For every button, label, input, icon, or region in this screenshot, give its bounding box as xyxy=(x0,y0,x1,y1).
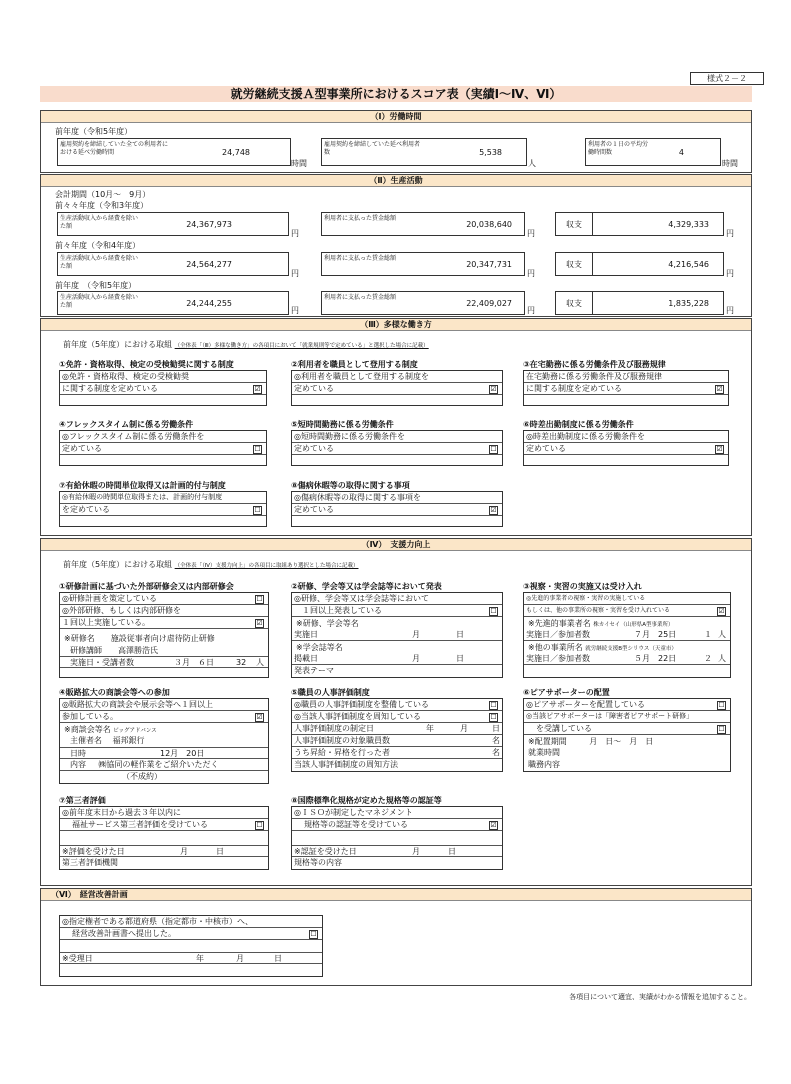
date-label: 実施日 xyxy=(294,630,318,639)
year-label: 前々々年度（令和3年度） xyxy=(55,201,149,210)
item-text: を定めている xyxy=(62,505,110,514)
day-unit: 日 xyxy=(274,954,282,963)
balance-cell xyxy=(592,212,724,236)
item-line xyxy=(292,504,502,516)
wages-cell xyxy=(321,212,525,236)
avg-hours-label: 利用者の１日の平均労働時間数 xyxy=(588,141,649,156)
date-value: ５月 22日 xyxy=(634,654,677,663)
item-line xyxy=(292,699,502,711)
net-income-value: 24,244,255 xyxy=(186,298,232,308)
unit: 円 xyxy=(527,269,535,278)
provider-value: 就労継続支援B型シリウス（天童市） xyxy=(585,646,677,652)
date-label: 実施日／参加者数 xyxy=(526,654,590,663)
item-line xyxy=(292,845,502,857)
item-line xyxy=(524,605,730,617)
item-line xyxy=(60,504,266,516)
item-text: 定めている xyxy=(294,505,334,514)
checkbox[interactable]: ☐ xyxy=(254,506,261,514)
provider-value: 株カイセイ（山形県A型事業所） xyxy=(593,622,674,628)
item-line: ◎時差出勤制度に係る労働条件を xyxy=(524,431,728,443)
item-line xyxy=(292,629,502,641)
item-text: ◎当該人事評価制度を周知している xyxy=(294,712,421,721)
item-text: １回以上実施している。 xyxy=(62,618,150,627)
item-box xyxy=(59,698,269,784)
section-support-capacity xyxy=(40,538,752,886)
item-text: ◎研修計画を策定している xyxy=(62,594,157,603)
wages-cell xyxy=(321,252,525,276)
item-line xyxy=(292,653,502,665)
date-value: 12月 20日 xyxy=(160,749,205,758)
staff-label: 人事評価制度の対象職員数 xyxy=(294,736,390,745)
date-label: 実施日・受講者数 xyxy=(70,658,134,667)
balance-label-cell xyxy=(555,291,593,315)
item-line: 規格等の内容 xyxy=(294,858,342,867)
item-text: 参加している。 xyxy=(62,712,118,721)
avg-hours-cell xyxy=(585,138,721,166)
intro-label xyxy=(63,339,429,350)
item-line xyxy=(292,735,502,747)
total-hours-cell xyxy=(57,138,291,166)
checkbox[interactable]: ☑ xyxy=(256,619,263,627)
item-line: ◎有給休暇の時間単位取得または、計画的付与制度 xyxy=(60,492,266,504)
unit: 円 xyxy=(726,229,734,238)
unit: 円 xyxy=(291,269,299,278)
checkbox[interactable]: ☐ xyxy=(490,607,497,615)
checkbox[interactable]: ☐ xyxy=(490,701,497,709)
month-unit: 月 xyxy=(412,630,420,639)
checkbox[interactable]: ☐ xyxy=(490,713,497,721)
promoted-label: うち昇給・昇格を行った者 xyxy=(294,748,390,757)
item-box xyxy=(59,592,269,678)
organizer-label: 主催者名 xyxy=(70,736,102,745)
balance-label: 収支 xyxy=(566,259,582,269)
item-line xyxy=(524,383,728,395)
item-line xyxy=(60,759,268,771)
balance-label: 収支 xyxy=(566,298,582,308)
checkbox[interactable]: ☐ xyxy=(718,725,725,733)
item-box xyxy=(523,370,729,406)
item-line: ◎フレックスタイム制に係る労働条件を xyxy=(60,431,266,443)
item-text: 定めている xyxy=(294,444,334,453)
organizer-value: 福邦銀行 xyxy=(112,736,145,745)
balance-value: 4,216,546 xyxy=(668,259,709,269)
item-line: 発表テーマ xyxy=(294,666,334,675)
item-line xyxy=(60,593,268,605)
wages-value: 22,409,027 xyxy=(466,298,512,308)
item-box xyxy=(523,430,729,466)
item-text: 経営改善計画書へ提出した。 xyxy=(72,929,176,938)
month-unit: 月 xyxy=(180,847,188,856)
job-duties: 職務内容 xyxy=(528,760,560,769)
balance-label: 収支 xyxy=(566,219,582,229)
item-title: ⑤職員の人事評価制度 xyxy=(291,688,370,697)
item-box xyxy=(291,491,503,527)
section-head: （Ⅲ）多様な働き方 xyxy=(41,319,751,331)
item-title: ③視察・実習の実施又は受け入れ xyxy=(523,582,642,591)
day-unit: 日 xyxy=(448,847,456,856)
item-text: ◎職員の人事評価制度を整備している xyxy=(294,700,429,709)
item-title: ③在宅勤務に係る労働条件及び服務規律 xyxy=(523,360,666,369)
item-box xyxy=(291,806,503,870)
total-users-cell xyxy=(321,138,527,166)
checkbox[interactable]: ☑ xyxy=(490,385,497,393)
item-line xyxy=(292,605,502,617)
item-title: ①研修計画に基づいた外部研修会又は内部研修会 xyxy=(59,582,234,591)
receipt-label: ※受理日 xyxy=(62,954,93,963)
day-unit: 日 xyxy=(456,654,464,663)
item-line: 第三者評価機関 xyxy=(62,858,118,867)
day-unit: 日 xyxy=(456,630,464,639)
item-line: ◎当該ピアサポーターは「障害者ピアサポート研修」 xyxy=(524,711,730,723)
unit: 円 xyxy=(291,229,299,238)
item-title: ①免許・資格取得、検定の受検勧奨に関する制度 xyxy=(59,360,234,369)
period-value: 月 日～ 月 日 xyxy=(589,737,654,746)
item-line xyxy=(60,747,268,759)
checkbox[interactable]: ☑ xyxy=(490,506,497,514)
unit: 時間 xyxy=(291,159,307,168)
item-line: 在宅勤務に係る労働条件及び服務規律 xyxy=(524,371,728,383)
total-hours-label: 雇用契約を締結していた全ての利用者における延べ労働時間 xyxy=(60,141,169,156)
checkbox[interactable]: ☑ xyxy=(716,445,723,453)
balance-value: 4,329,333 xyxy=(668,219,709,229)
item-text: 定めている xyxy=(526,444,566,453)
item-line xyxy=(60,845,268,857)
checkbox[interactable]: ☐ xyxy=(310,930,317,938)
item-title: ⑥ピアサポーターの配置 xyxy=(523,688,610,697)
net-income-label: 生産活動収入から経費を除いた額 xyxy=(60,215,139,230)
count-unit: 人 xyxy=(718,654,726,663)
count-value: 32 xyxy=(236,658,247,667)
unit: 円 xyxy=(726,269,734,278)
assignment-period xyxy=(524,736,730,747)
item-line xyxy=(60,928,322,940)
balance-label-cell xyxy=(555,252,593,276)
unit: 円 xyxy=(726,306,734,315)
year-label: 前々年度（令和4年度） xyxy=(55,241,141,250)
day-unit: 日 xyxy=(216,847,224,856)
event-value: ビッグアドバンス xyxy=(113,728,157,734)
net-income-value: 24,564,277 xyxy=(186,259,232,269)
item-line xyxy=(292,747,502,759)
count-unit: 人 xyxy=(718,630,726,639)
net-income-cell xyxy=(57,252,289,276)
checkbox[interactable]: ☑ xyxy=(256,713,263,721)
item-line xyxy=(60,656,268,668)
section-head: （Ⅵ） 経営改善計画 xyxy=(41,889,751,901)
date-label: 掲載日 xyxy=(294,654,318,663)
item-text: に関する制度を定めている xyxy=(526,384,622,393)
item-line: ◎研修、学会等又は学会誌等において xyxy=(292,593,502,605)
item-box xyxy=(59,430,267,466)
item-line: ◎販路拡大の商談会や展示会等へ１回以上 xyxy=(60,699,268,711)
item-box xyxy=(59,370,267,406)
intro-text: 前年度（5年度）における取組 xyxy=(63,560,173,569)
year-label: 前年度 （令和5年度） xyxy=(55,281,137,290)
item-title: ②利用者を職員として登用する制度 xyxy=(291,360,418,369)
item-box xyxy=(523,592,731,678)
item-line: ◎傷病休暇等の取得に関する事項を xyxy=(292,492,502,504)
date-label: 日時 xyxy=(70,749,86,758)
wages-label: 利用者に支払った賃金総額 xyxy=(324,294,397,301)
item-line: ◎先進的事業者の視察・実習の実施している xyxy=(524,593,730,605)
item-text: を受講している xyxy=(536,724,592,733)
checkbox[interactable]: ☐ xyxy=(718,701,725,709)
item-text: 定めている xyxy=(294,384,334,393)
event-label: ※商談会等名 xyxy=(64,725,111,734)
net-income-label: 生産活動収入から経費を除いた額 xyxy=(60,255,139,270)
date-label: ※評価を受けた日 xyxy=(62,847,125,856)
item-box xyxy=(291,370,503,406)
unit: 時間 xyxy=(722,159,738,168)
conference-name: ※研修、学会等名 xyxy=(296,619,359,628)
footer-note: 各項目について適宜、実績がわかる情報を追加すること。 xyxy=(569,993,751,1001)
year-label: 前年度（令和5年度） xyxy=(55,127,133,136)
unit: 円 xyxy=(527,229,535,238)
intro-label xyxy=(63,559,358,570)
provider-label: ※先進的事業者名 xyxy=(528,619,591,628)
item-title: ②研修、学会等又は学会誌等において発表 xyxy=(291,582,442,591)
checkbox[interactable]: ☐ xyxy=(490,445,497,453)
item-line: ◎免許・資格取得、検定の受検勧奨 xyxy=(60,371,266,383)
count-unit: 人 xyxy=(256,658,264,667)
item-title: ⑦第三者評価 xyxy=(59,796,106,805)
item-line: ◎短時間勤務に係る労働条件を xyxy=(292,431,502,443)
item-line xyxy=(292,443,502,455)
count-value: ２ xyxy=(704,654,712,663)
item-title: ⑧国際標準化規格が定めた規格等の認証等 xyxy=(291,796,442,805)
intro-text: 前年度（5年度）における取組 xyxy=(63,340,173,349)
item-box xyxy=(291,698,503,772)
item-box xyxy=(523,698,731,772)
item-text: に関する制度を定めている xyxy=(62,384,158,393)
item-box xyxy=(291,430,503,466)
year-unit: 年 xyxy=(426,724,434,733)
avg-hours-value: 4 xyxy=(678,147,684,157)
item-text: 福祉サービス第三者評価を受けている xyxy=(72,820,208,829)
total-users-label: 雇用契約を締結していた延べ利用者数 xyxy=(324,141,421,156)
organizer xyxy=(60,735,268,746)
wages-label: 利用者に支払った賃金総額 xyxy=(324,255,397,262)
item-line xyxy=(292,383,502,395)
balance-label-cell xyxy=(555,212,593,236)
item-line xyxy=(60,711,268,723)
date-label: ※認証を受けた日 xyxy=(294,847,357,856)
date-label: 人事評価制度の制定日 xyxy=(294,724,374,733)
promoted-unit: 名 xyxy=(492,748,500,757)
balance-cell xyxy=(592,291,724,315)
content-value: ㈱協同の軽作業をご紹介いただく xyxy=(98,760,219,769)
item-title: ⑦有給休暇の時間単位取得又は計画的付与制度 xyxy=(59,481,226,490)
unit: 人 xyxy=(528,159,536,168)
item-box xyxy=(59,491,267,527)
checkbox[interactable]: ☑ xyxy=(718,607,725,615)
item-line xyxy=(60,443,266,455)
item-line xyxy=(524,443,728,455)
intro-note: （全体表「（Ⅳ）支援力向上」の各項目に取組あり選択とした場合に記載） xyxy=(174,563,359,569)
day-unit: 日 xyxy=(492,724,500,733)
item-title: ④販路拡大の商談会等への参加 xyxy=(59,688,170,697)
date-label: 実施日／参加者数 xyxy=(526,630,590,639)
item-text: 定めている xyxy=(62,444,102,453)
item-line xyxy=(60,617,268,629)
intro-note: （全体表「（Ⅲ）多様な働き方」の各項目において「就業規則等で定めている」と選択した場合に記載） xyxy=(174,343,429,349)
month-unit: 月 xyxy=(412,654,420,663)
item-line: ◎外部研修、もしくは内部研修を xyxy=(60,605,268,617)
item-title: ⑤短時間勤務に係る労働条件 xyxy=(291,420,394,429)
item-line xyxy=(524,653,730,665)
item-box xyxy=(59,806,269,870)
working-hours: 就業時間 xyxy=(528,748,560,757)
month-unit: 月 xyxy=(460,724,468,733)
net-income-cell xyxy=(57,212,289,236)
item-text: １回以上発表している xyxy=(302,606,382,615)
item-line: ◎ＩＳＯが制定したマネジメント xyxy=(292,807,502,819)
checkbox[interactable]: ☑ xyxy=(490,821,497,829)
content-label: 内容 xyxy=(70,760,86,769)
count-value: １ xyxy=(704,630,712,639)
net-income-label: 生産活動収入から経費を除いた額 xyxy=(60,294,139,309)
date-value: ７月 25日 xyxy=(634,630,677,639)
item-line xyxy=(292,711,502,723)
net-income-cell xyxy=(57,291,289,315)
journal-name: ※学会誌等名 xyxy=(296,643,343,652)
item-line xyxy=(292,723,502,735)
item-line xyxy=(524,699,730,711)
form-number: 様式２－２ xyxy=(690,72,764,85)
section-diverse-work xyxy=(40,318,752,536)
period-label: 会計期間（10月～ 9月） xyxy=(55,190,151,199)
item-line: ◎前年度末日から過去３年以内に xyxy=(60,807,268,819)
unit: 円 xyxy=(527,306,535,315)
training-lecturer: 研修講師 高澤勝浩氏 xyxy=(70,646,158,655)
total-users-value: 5,538 xyxy=(479,147,502,157)
item-line: ◎利用者を職員として登用する制度を xyxy=(292,371,502,383)
month-unit: 月 xyxy=(412,847,420,856)
item-line xyxy=(292,819,502,831)
item-line xyxy=(60,952,322,964)
page-title: 就労継続支援Ａ型事業所におけるスコア表（実績Ⅰ～Ⅳ、Ⅵ） xyxy=(40,86,752,102)
item-title: ⑥時差出勤制度に係る労働条件 xyxy=(523,420,634,429)
total-hours-value: 24,748 xyxy=(222,147,250,157)
balance-value: 1,835,228 xyxy=(668,298,709,308)
wages-value: 20,347,731 xyxy=(466,259,512,269)
section-production xyxy=(40,174,752,317)
wages-value: 20,038,640 xyxy=(466,219,512,229)
plan-box xyxy=(59,915,323,977)
wages-label: 利用者に支払った賃金総額 xyxy=(324,215,397,222)
checkbox[interactable]: ☐ xyxy=(256,595,263,603)
checkbox[interactable]: ☑ xyxy=(716,385,723,393)
item-line: （不成約） xyxy=(122,772,162,781)
month-unit: 月 xyxy=(236,954,244,963)
item-title: ④フレックスタイム制に係る労働条件 xyxy=(59,420,194,429)
net-income-value: 24,367,973 xyxy=(186,219,232,229)
item-line: ◎指定権者である都道府県（指定都市・中核市）へ、 xyxy=(60,916,322,928)
item-line xyxy=(60,819,268,831)
item-text: 規格等の認証等を受けている xyxy=(304,820,408,829)
item-title: ⑧傷病休暇等の取得に関する事項 xyxy=(291,481,410,490)
checkbox[interactable]: ☐ xyxy=(254,445,261,453)
wages-cell xyxy=(321,291,525,315)
date-value: ３月 ６日 xyxy=(174,658,214,667)
checkbox[interactable]: ☐ xyxy=(256,821,263,829)
item-text: もしくは、他の事業所の視察・実習を受け入れている xyxy=(526,607,671,614)
item-text: ◎ピアサポーターを配置している xyxy=(526,700,645,709)
period-label: ※配置期間 xyxy=(528,737,567,746)
item-box xyxy=(291,592,503,678)
item-line xyxy=(60,383,266,395)
section-head: （Ⅱ）生産活動 xyxy=(41,175,751,187)
staff-unit: 名 xyxy=(492,736,500,745)
checkbox[interactable]: ☑ xyxy=(254,385,261,393)
balance-cell xyxy=(592,252,724,276)
section-head: （Ⅰ）労働時間 xyxy=(41,111,751,123)
item-line xyxy=(524,723,730,735)
provider-label: ※他の事業所名 xyxy=(528,643,583,652)
section-labor-hours xyxy=(40,110,752,173)
unit: 円 xyxy=(291,306,299,315)
section-management-plan xyxy=(40,888,752,986)
item-line: 当該人事評価制度の周知方法 xyxy=(294,760,398,769)
year-unit: 年 xyxy=(196,954,204,963)
item-line xyxy=(524,629,730,641)
section-head: （Ⅳ） 支援力向上 xyxy=(41,539,751,551)
training-name: ※研修名 施設従事者向け虐待防止研修 xyxy=(64,634,215,643)
